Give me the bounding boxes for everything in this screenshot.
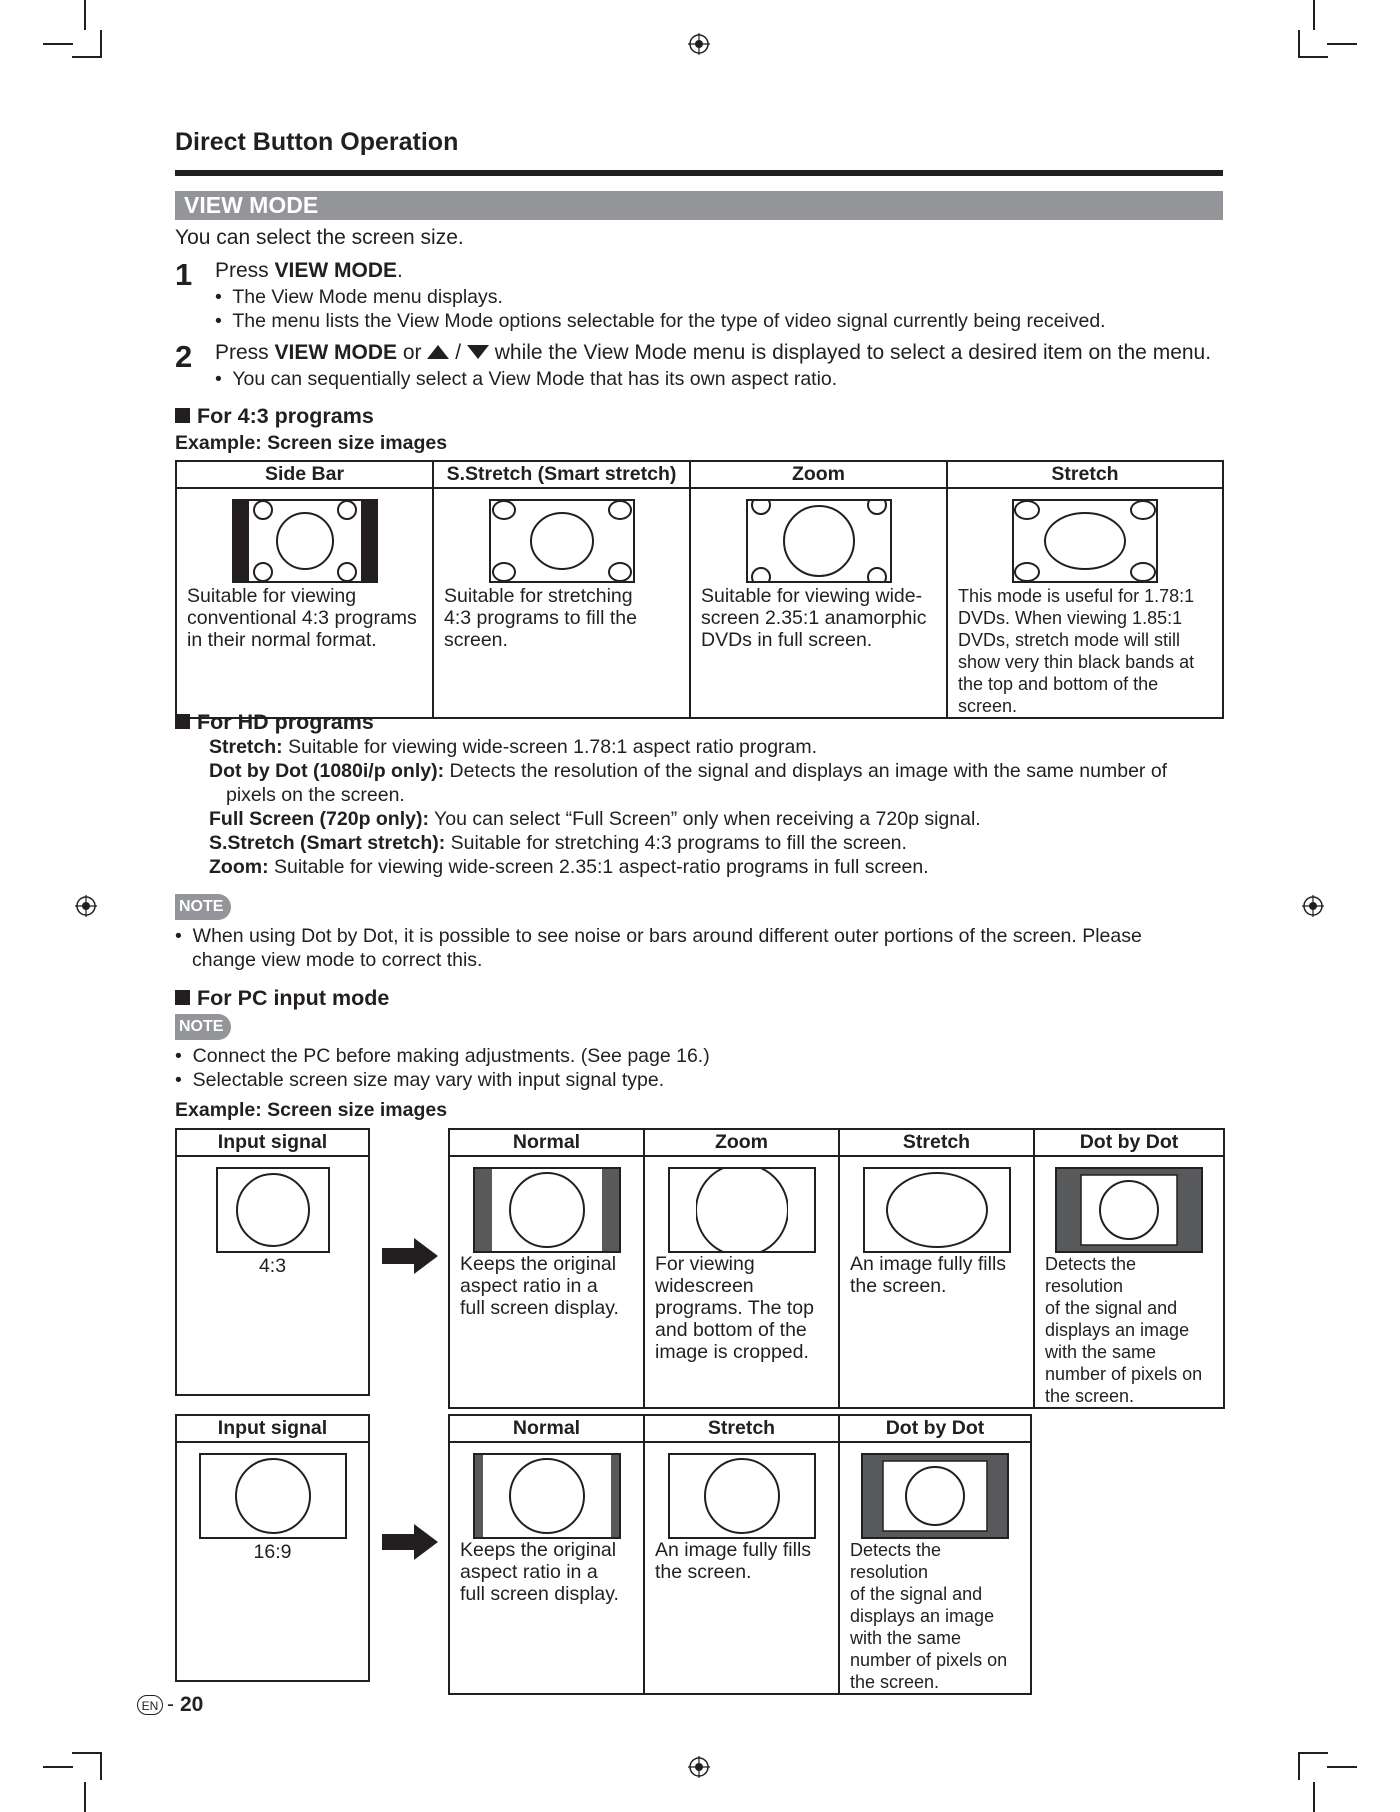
note-badge: NOTE xyxy=(175,894,231,920)
table-cell xyxy=(839,1442,1031,1694)
section-heading-pc: For PC input mode xyxy=(175,986,389,1011)
table-header: Input signal xyxy=(176,1415,369,1442)
input-43-screen-image xyxy=(216,1167,330,1253)
page-number: 20 xyxy=(180,1693,204,1716)
cell-description: This mode is useful for 1.78:1 DVDs. When viewing 1.85:1 DVDs, stretch mode will still show very thin black bands at the top and bottom of the screen. xyxy=(958,586,1195,716)
table-cell xyxy=(449,1442,644,1694)
band-label: VIEW MODE xyxy=(184,192,319,218)
right-arrow-icon xyxy=(382,1238,438,1274)
hd-item: Dot by Dot (1080i/p only): Detects the resolution of the signal and displays an image with the same number of xyxy=(209,760,1168,782)
dot-by-dot-screen-image xyxy=(861,1453,1009,1539)
hd-item-cont: pixels on the screen. xyxy=(226,784,405,806)
example-label: Example: Screen size images xyxy=(175,432,448,454)
table-header: Zoom xyxy=(644,1129,839,1156)
intro-text: You can select the screen size. xyxy=(175,226,464,249)
step-1-bullet: • The menu lists the View Mode options selectable for the type of video signal currently being received. xyxy=(215,310,1106,332)
note-line: change view mode to correct this. xyxy=(192,949,483,971)
section-heading-43: For 4:3 programs xyxy=(175,404,374,429)
title-rule xyxy=(175,170,1223,176)
sidebar-screen-image xyxy=(232,499,378,583)
step-number: 1 xyxy=(175,257,193,292)
input-signal-table-43 xyxy=(175,1128,370,1396)
up-arrow-icon xyxy=(427,345,449,359)
table-cell xyxy=(644,1156,839,1408)
table-cell xyxy=(839,1156,1034,1408)
cell-description: For viewing widescreen programs. The top and bottom of the image is cropped. xyxy=(655,1253,814,1363)
table-cell xyxy=(176,488,433,718)
table-cell xyxy=(690,488,947,718)
table-cell xyxy=(644,1442,839,1694)
smart-stretch-screen-image xyxy=(489,499,635,583)
input-signal-label: 16:9 xyxy=(253,1541,292,1563)
page-title: Direct Button Operation xyxy=(175,128,459,156)
table-cell xyxy=(176,1442,369,1681)
stretch-screen-image xyxy=(863,1167,1011,1253)
table-cell xyxy=(449,1156,644,1408)
square-bullet-icon xyxy=(175,990,190,1005)
screen-size-table-pc-43 xyxy=(448,1128,1225,1409)
cell-description: Keeps the original aspect ratio in a full screen display. xyxy=(460,1253,619,1319)
step-1-bullet: • The View Mode menu displays. xyxy=(215,286,503,308)
zoom-screen-image xyxy=(668,1167,816,1253)
screen-size-table-pc-169 xyxy=(448,1414,1032,1695)
cell-description: Detects the resolution of the signal and displays an image with the same number of pixels on the screen. xyxy=(850,1540,1008,1692)
stretch-screen-image xyxy=(1012,499,1158,583)
table-header: Zoom xyxy=(690,461,947,488)
step-2-text: Press VIEW MODE or / while the View Mode menu is displayed to select a desired item on the menu. xyxy=(215,341,1212,364)
example-label: Example: Screen size images xyxy=(175,1099,448,1121)
table-cell xyxy=(1034,1156,1224,1408)
section-band xyxy=(175,191,1223,220)
cell-description: An image fully fills the screen. xyxy=(850,1253,1007,1297)
cell-description: An image fully fills the screen. xyxy=(655,1539,812,1583)
right-arrow-icon xyxy=(382,1524,438,1560)
table-header: Normal xyxy=(449,1415,644,1442)
table-header: Dot by Dot xyxy=(839,1415,1031,1442)
step-2-bullet: • You can sequentially select a View Mode that has its own aspect ratio. xyxy=(215,368,838,390)
screen-size-table-43 xyxy=(175,460,1224,719)
stretch-screen-image xyxy=(668,1453,816,1539)
table-header: S.Stretch (Smart stretch) xyxy=(433,461,690,488)
step-1-text: Press VIEW MODE. xyxy=(215,259,403,282)
registration-mark-icon xyxy=(1302,895,1324,917)
registration-mark-icon xyxy=(75,895,97,917)
table-header: Stretch xyxy=(644,1415,839,1442)
section-heading-hd: For HD programs xyxy=(175,710,374,735)
cell-description: Suitable for stretching 4:3 programs to fill the screen. xyxy=(444,585,637,651)
hd-item: S.Stretch (Smart stretch): Suitable for stretching 4:3 programs to fill the screen. xyxy=(209,832,907,854)
square-bullet-icon xyxy=(175,714,190,729)
cell-description: Detects the resolution of the signal and displays an image with the same number of pixels on the screen. xyxy=(1045,1254,1203,1406)
table-header: Dot by Dot xyxy=(1034,1129,1224,1156)
cell-description: Keeps the original aspect ratio in a full screen display. xyxy=(460,1539,619,1605)
table-header: Input signal xyxy=(176,1129,369,1156)
down-arrow-icon xyxy=(467,345,489,359)
table-header: Stretch xyxy=(839,1129,1034,1156)
hd-item: Zoom: Suitable for viewing wide-screen 2.35:1 aspect-ratio programs in full screen. xyxy=(209,856,929,878)
table-header: Normal xyxy=(449,1129,644,1156)
table-header: Stretch xyxy=(947,461,1223,488)
normal-screen-image xyxy=(473,1453,621,1539)
table-cell xyxy=(176,1156,369,1395)
page-number-area: EN - 20 xyxy=(137,1693,203,1717)
hd-item: Stretch: Suitable for viewing wide-screen 1.78:1 aspect ratio program. xyxy=(209,736,818,758)
pc-bullet: • Connect the PC before making adjustments. (See page 16.) xyxy=(175,1045,710,1067)
zoom-screen-image xyxy=(746,499,892,583)
normal-screen-image xyxy=(473,1167,621,1253)
note-line: • When using Dot by Dot, it is possible to see noise or bars around different outer portions of the screen. Please xyxy=(175,925,1142,947)
square-bullet-icon xyxy=(175,408,190,423)
registration-mark-icon xyxy=(688,1756,710,1778)
input-signal-label: 4:3 xyxy=(258,1255,287,1277)
input-169-screen-image xyxy=(199,1453,347,1539)
registration-mark-icon xyxy=(688,33,710,55)
cell-description: Suitable for viewing wide- screen 2.35:1 anamorphic DVDs in full screen. xyxy=(701,585,927,651)
input-signal-table-169 xyxy=(175,1414,370,1682)
table-cell xyxy=(433,488,690,718)
table-cell xyxy=(947,488,1223,718)
hd-item: Full Screen (720p only): You can select “Full Screen” only when receiving a 720p signal. xyxy=(209,808,981,830)
language-badge: EN xyxy=(137,1695,163,1715)
note-badge: NOTE xyxy=(175,1014,231,1040)
cell-description: Suitable for viewing conventional 4:3 programs in their normal format. xyxy=(187,585,417,651)
table-header: Side Bar xyxy=(176,461,433,488)
step-number: 2 xyxy=(175,339,193,374)
pc-bullet: • Selectable screen size may vary with input signal type. xyxy=(175,1069,665,1091)
dot-by-dot-screen-image xyxy=(1055,1167,1203,1253)
